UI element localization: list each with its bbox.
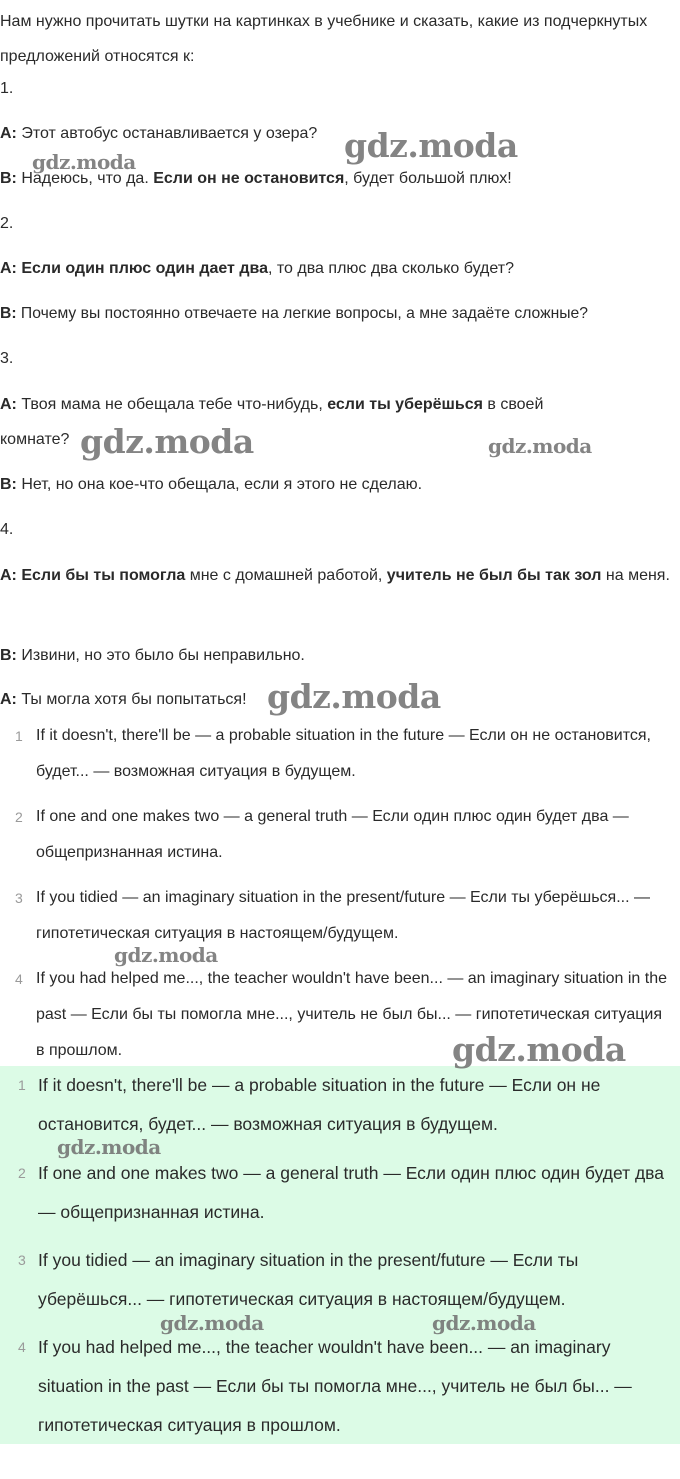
answer-list xyxy=(0,718,680,1069)
speaker-label: A: xyxy=(0,396,17,413)
speaker-label: B: xyxy=(0,476,17,493)
conditional-clause: если ты уберёшься xyxy=(327,396,483,413)
answer-number: 3 xyxy=(15,890,23,906)
speaker-label: A: xyxy=(0,567,17,584)
answer-number: 4 xyxy=(15,971,23,987)
conditional-clause: Если один плюс один дает два xyxy=(21,260,269,277)
answer-item xyxy=(0,799,680,880)
dialogue-line xyxy=(0,125,680,143)
watermark-logo: gdz.moda xyxy=(114,943,218,967)
answer-item xyxy=(0,880,680,961)
line-text: мне с домашней работой, xyxy=(185,567,387,584)
watermark-logo: gdz.moda xyxy=(57,1135,161,1159)
speaker-label: A: xyxy=(0,691,17,708)
watermark-logo: gdz.moda xyxy=(432,1311,536,1335)
speaker-label: A: xyxy=(0,125,17,142)
answer-text: If one and one makes two — a general truth — Если один плюс один будет два — общепризнанная истина. xyxy=(36,808,629,861)
answer-text: If you had helped me..., the teacher wouldn't have been... — an imaginary situation in the past — Если бы ты помогла мне..., учитель не был бы... — гипотетическая ситуация в прошлом. xyxy=(36,970,667,1059)
speaker-label: B: xyxy=(0,305,17,322)
dialogue-line xyxy=(0,476,680,494)
conditional-clause: Если он не остановится xyxy=(153,170,345,187)
intro-text: Нам нужно прочитать шутки на картинках в учебнике и сказать, какие из подчеркнутых предложений относятся к: xyxy=(0,13,648,65)
answer-item xyxy=(0,1328,680,1445)
line-text: Надеюсь, что да. xyxy=(16,170,154,187)
speaker-label: B: xyxy=(0,170,17,187)
line-text: в своей комнате? xyxy=(0,396,544,448)
answer-text: If it doesn't, there'll be — a probable situation in the future — Если он не остановится, будет... — возможная ситуация в будущем. xyxy=(36,727,651,780)
highlighted-answer-list xyxy=(0,1066,680,1444)
line-text: Этот автобус останавливается у озера? xyxy=(16,125,318,142)
answer-number: 4 xyxy=(18,1339,26,1355)
answer-number: 1 xyxy=(18,1077,26,1093)
line-text: на меня. xyxy=(601,567,670,584)
answer-item xyxy=(0,1241,680,1328)
answer-text: If one and one makes two — a general truth — Если один плюс один будет два — общепризнанная истина. xyxy=(38,1163,665,1222)
line-text: Извини, но это было бы неправильно. xyxy=(16,647,305,664)
dialogue-line xyxy=(0,558,675,593)
line-text: Почему вы постоянно отвечаете на легкие вопросы, а мне задаёте сложные? xyxy=(16,305,588,322)
line-text: Твоя мама не обещала тебе что-нибудь, xyxy=(16,396,328,413)
speaker-label: A: xyxy=(0,260,17,277)
line-text: , то два плюс два сколько будет? xyxy=(268,260,514,277)
dialogue-line xyxy=(0,305,680,323)
watermark-logo: gdz.moda xyxy=(344,126,518,165)
dialogue-line xyxy=(0,647,680,665)
line-text: Ты могла хотя бы попытаться! xyxy=(16,691,247,708)
answer-text: If you had helped me..., the teacher wouldn't have been... — an imaginary situation in the past — Если бы ты помогла мне..., учитель не был бы... — гипотетическая ситуация в прошлом. xyxy=(38,1337,632,1435)
line-text: Нет, но она кое-что обещала, если я этого не сделаю. xyxy=(16,476,423,493)
watermark-logo: gdz.moda xyxy=(452,1030,626,1069)
answer-item xyxy=(0,718,680,799)
conditional-clause: учитель не был бы так зол xyxy=(386,567,602,584)
answer-text: If it doesn't, there'll be — a probable situation in the future — Если он не остановится, будет... — возможная ситуация в будущем. xyxy=(38,1075,601,1134)
line-text: , будет большой плюх! xyxy=(344,170,512,187)
dialogue-line xyxy=(0,260,680,278)
dialogue-number: 1. xyxy=(0,80,14,97)
watermark-logo: gdz.moda xyxy=(80,422,254,461)
watermark-logo: gdz.moda xyxy=(160,1311,264,1335)
speaker-label: B: xyxy=(0,647,17,664)
answer-text: If you tidied — an imaginary situation in the present/future — Если ты уберёшься... — гипотетическая ситуация в настоящем/будущем. xyxy=(38,1250,579,1309)
watermark-logo: gdz.moda xyxy=(267,677,441,716)
dialogue-number: 3. xyxy=(0,350,14,367)
answer-number: 3 xyxy=(18,1252,26,1268)
answer-item xyxy=(0,1154,680,1241)
watermark-logo: gdz.moda xyxy=(32,150,136,174)
answer-number: 2 xyxy=(18,1165,26,1181)
answer-number: 1 xyxy=(15,728,23,744)
conditional-clause: Если бы ты помогла xyxy=(21,567,186,584)
dialogue-number: 4. xyxy=(0,521,14,538)
answer-number: 2 xyxy=(15,809,23,825)
dialogue-number: 2. xyxy=(0,215,14,232)
answer-text: If you tidied — an imaginary situation in the present/future — Если ты уберёшься... — гипотетическая ситуация в настоящем/будущем. xyxy=(36,889,650,942)
watermark-logo: gdz.moda xyxy=(488,434,592,458)
